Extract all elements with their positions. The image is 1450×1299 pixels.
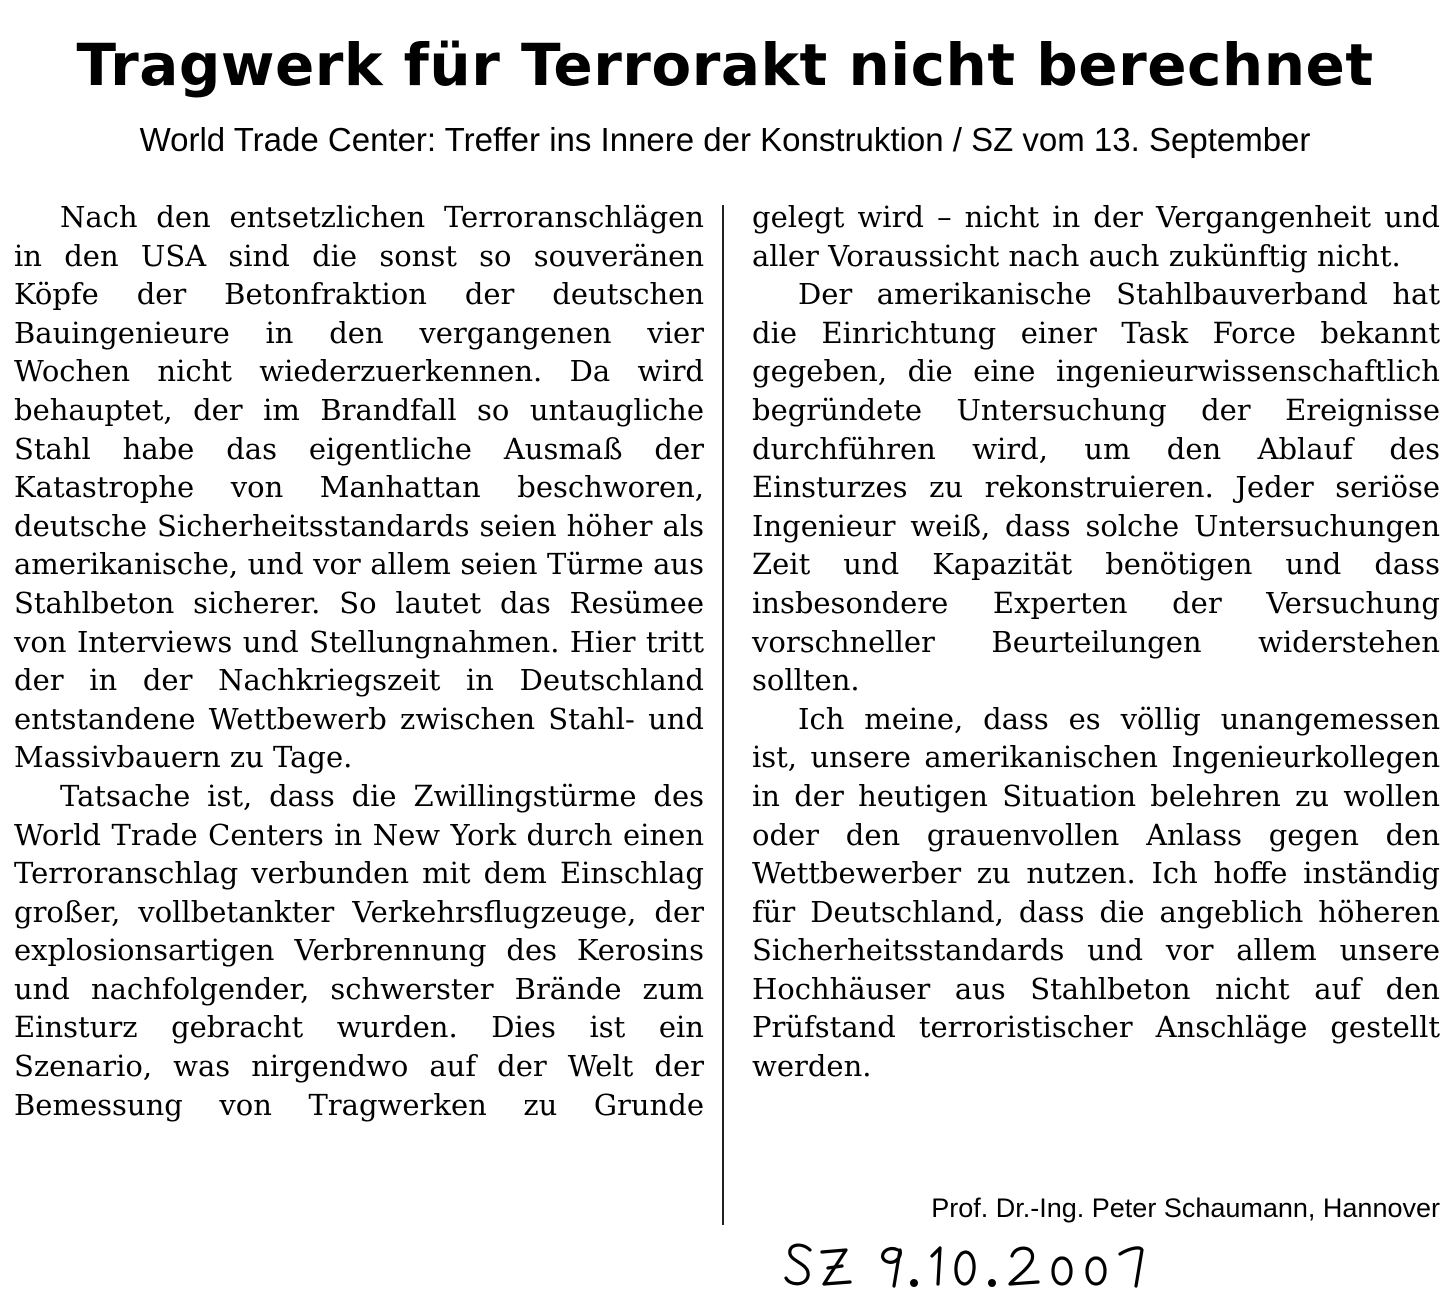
handwritten-date-note: [780, 1228, 1220, 1294]
subheadline: World Trade Center: Treffer ins Innere der Konstruktion / SZ vom 13. September: [139, 121, 1311, 158]
column-divider: [722, 205, 724, 1225]
headline: Tragwerk für Terrorakt nicht berechnet: [76, 31, 1374, 99]
author-signature: Prof. Dr.-Ing. Peter Schaumann, Hannover: [931, 1193, 1440, 1223]
left-paragraph-2: Tatsache ist, dass die Zwillingstürme des World Trade Centers in New York durch einen Terroranschlag verbunden mit dem Einschlag großer, vollbetankter Verkehrsflugzeuge, der explosionsartigen Verbrennung des Kerosins und nachfolgender, schwerster Brände zum Einsturz gebracht wurden. Dies ist ein Szenario, was nirgendwo auf der Welt der Bemessung von Tragwerken zu Grunde: [14, 778, 704, 1122]
right-paragraph-3: Ich meine, dass es völlig unangemessen ist, unsere amerikanischen Ingenieurkollegen in der heutigen Situation belehren zu wollen oder den grauenvollen Anlass gegen den Wettbewerber zu nutzen. Ich hoffe inständig für Deutschland, dass die angeblich höheren Sicherheitsstandards und vor allem unsere Hochhäuser aus Stahlbeton nicht auf den Prüfstand terroristischer Anschläge gestellt werden.: [752, 701, 1440, 1084]
right-paragraph-1: gelegt wird – nicht in der Vergangenheit und aller Voraussicht nach auch zukünftig nicht.: [752, 200, 1440, 273]
right-paragraph-2: Der amerikanische Stahlbauverband hat die Einrichtung einer Task Force bekannt gegeben, die eine ingenieurwissenschaftlich begründete Untersuchung der Ereignisse durchführen wird, um den Ablauf des Einsturzes zu rekonstruieren. Jeder seriöse Ingenieur weiß, dass solche Untersuchungen Zeit und Kapazität benötigen und dass insbesondere Experten der Versuchung vorschneller Beurteilungen widerstehen sollten.: [752, 277, 1440, 698]
right-column: [752, 198, 1440, 1086]
left-paragraph-1: Nach den entsetzlichen Terroranschlägen in den USA sind die sonst so souveränen Köpfe der Betonfraktion der deutschen Bauingenieure in den vergangenen vier Wochen nicht wiederzuerkennen. Da wird behauptet, der im Brandfall so untaugliche Stahl habe das eigentliche Ausmaß der Katastrophe von Manhattan beschworen, deutsche Sicherheitsstandards seien höher als amerikanische, und vor allem seien Türme aus Stahlbeton sicherer. So lautet das Resümee von Interviews und Stellungnahmen. Hier tritt der in der Nachkriegszeit in Deutschland entstandene Wettbewerb zwischen Stahl- und Massivbauern zu Tage.: [14, 200, 704, 775]
left-column: [14, 198, 704, 1124]
